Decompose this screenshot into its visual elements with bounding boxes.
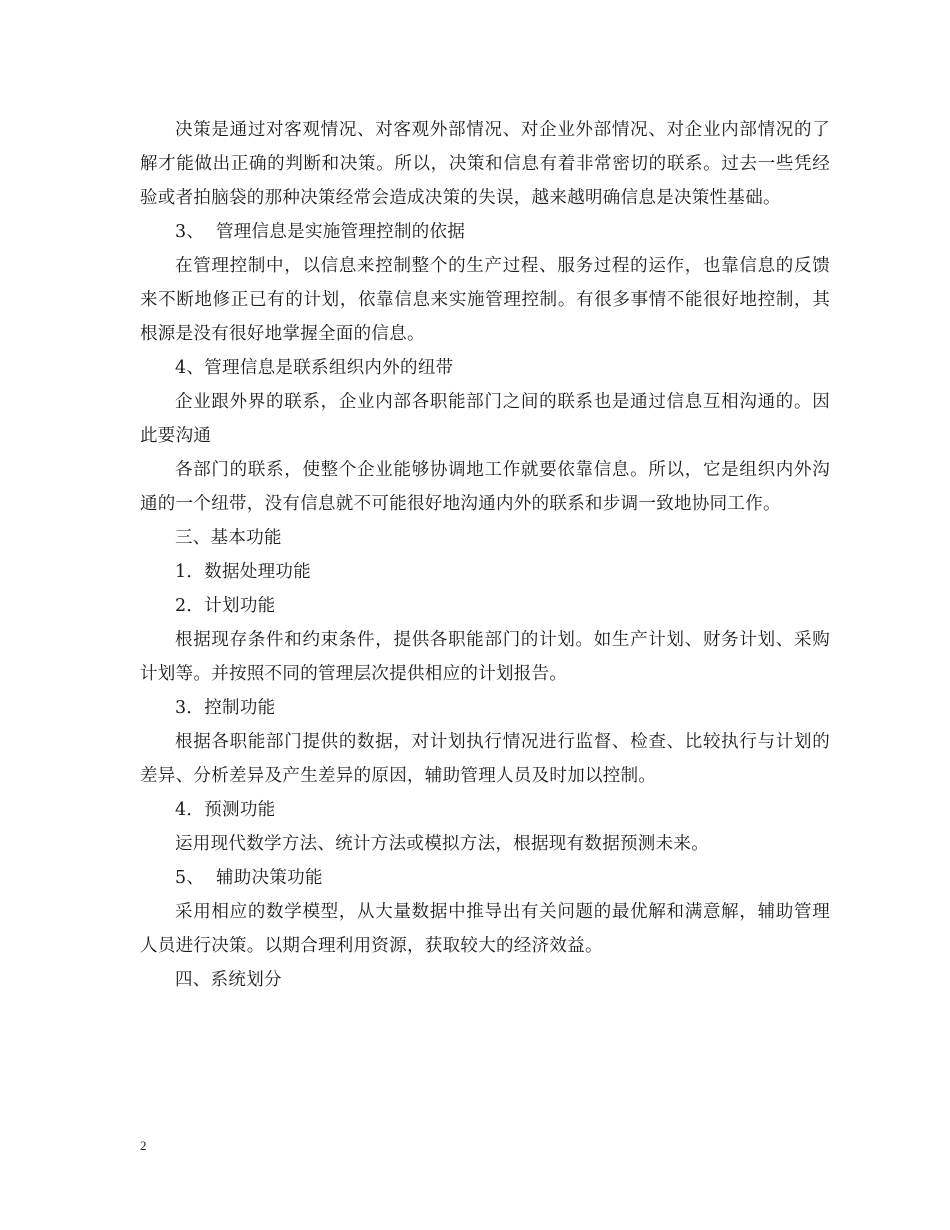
paragraph-external-link: 企业跟外界的联系，企业内部各职能部门之间的联系也是通过信息互相沟通的。因此要沟通 (140, 392, 830, 446)
heading-planning: 2．计划功能 (175, 596, 276, 616)
heading-data-processing: 1．数据处理功能 (175, 562, 312, 582)
heading-forecast: 4．预测功能 (175, 800, 276, 820)
heading-system-division: 四、系统划分 (175, 970, 282, 990)
heading-organization-link: 4、管理信息是联系组织内外的纽带 (175, 358, 454, 378)
page-number: 2 (140, 1138, 147, 1153)
paragraph-planning: 根据现存条件和约束条件，提供各职能部门的计划。如生产计划、财务计划、采购计划等。并按照不同的管理层次提供相应的计划报告。 (140, 630, 830, 684)
paragraph-control: 根据各职能部门提供的数据，对计划执行情况进行监督、检查、比较执行与计划的差异、分析差异及产生差异的原因，辅助管理人员及时加以控制。 (140, 732, 830, 786)
heading-control-basis: 3、 管理信息是实施管理控制的依据 (175, 222, 466, 242)
heading-basic-functions: 三、基本功能 (175, 528, 282, 548)
paragraph-decision-basis: 决策是通过对客观情况、对客观外部情况、对企业外部情况、对企业内部情况的了解才能做出正确的判断和决策。所以，决策和信息有着非常密切的联系。过去一些凭经验或者拍脑袋的那种决策经常会造成决策的失误，越来越明确信息是决策性基础。 (140, 120, 830, 208)
heading-control: 3．控制功能 (175, 698, 276, 718)
paragraph-forecast: 运用现代数学方法、统计方法或模拟方法，根据现有数据预测未来。 (175, 834, 709, 854)
paragraph-management-control: 在管理控制中，以信息来控制整个的生产过程、服务过程的运作，也靠信息的反馈来不断地修正已有的计划，依靠信息来实施管理控制。有很多事情不能很好地控制，其根源是没有很好地掌握全面的信息。 (140, 256, 830, 344)
heading-decision-support: 5、 辅助决策功能 (175, 868, 323, 888)
document-body (140, 113, 830, 997)
paragraph-department-link: 各部门的联系，使整个企业能够协调地工作就要依靠信息。所以，它是组织内外沟通的一个纽带，没有信息就不可能很好地沟通内外的联系和步调一致地协同工作。 (140, 460, 830, 514)
paragraph-decision-support: 采用相应的数学模型，从大量数据中推导出有关问题的最优解和满意解，辅助管理人员进行决策。以期合理利用资源，获取较大的经济效益。 (140, 902, 830, 956)
